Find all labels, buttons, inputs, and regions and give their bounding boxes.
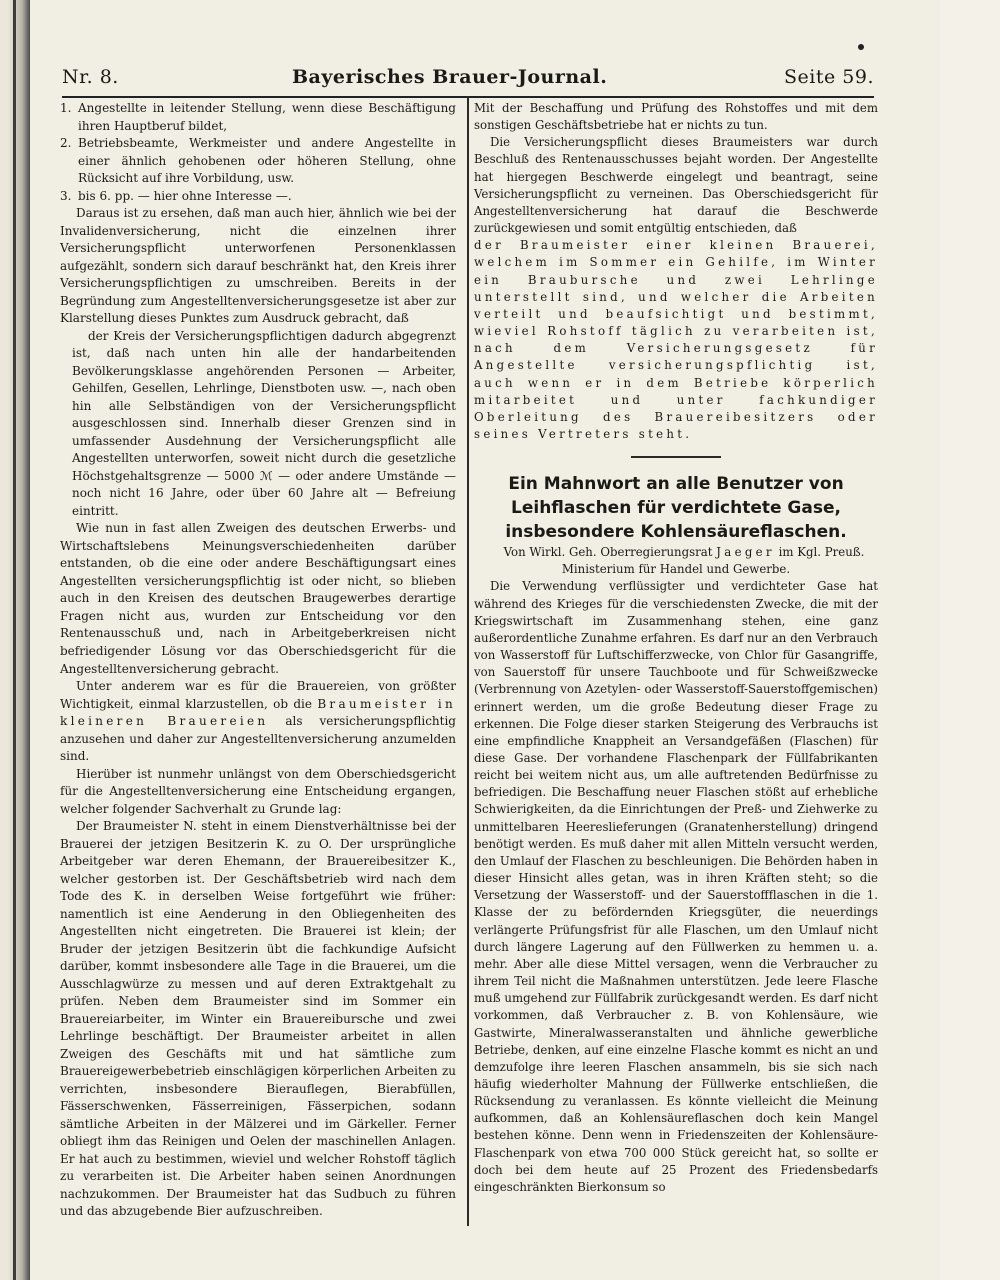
paragraph: Daraus ist zu ersehen, daß man auch hier, ähnlich wie bei der Invalidenversicherung, nicht die einzelnen ihrer Versicherungspflicht unterworfenen Personenklassen aufgezählt, sondern sich darauf beschränkt hat, den Kreis ihrer Versicherungspflichtigen zu umschreiben. Bereits in der Begründung zum Angestelltenversicherungsgesetze ist aber zur Klarstellung dieses Punktes zum Ausdruck gebracht, daß xyxy=(60,206,456,326)
journal-title: Bayerisches Brauer-Journal. xyxy=(292,66,608,88)
right-column xyxy=(474,100,878,1196)
employee-category-list xyxy=(60,100,456,205)
paragraph: Unter anderem war es für die Brauereien, von größter Wichtigkeit, einmal klarzustellen, ob die Braumeister in kleineren Brauereien als versicherungspflichtig anzusehen und daher zur Angestelltenversicherung anzumelden sind. xyxy=(60,679,456,764)
paragraph: Mit der Beschaffung und Prüfung des Rohstoffes und mit dem sonstigen Geschäftsbetriebe hat er nichts zu tun. xyxy=(474,101,878,133)
left-column xyxy=(60,100,456,1221)
right-margin xyxy=(940,0,1000,1280)
paragraph: Der Braumeister N. steht in einem Dienstverhältnisse bei der Brauerei der jetzigen Besitzerin K. zu O. Der ursprüngliche Arbeitgeber war deren Ehemann, der Brauereibesitzer K., welcher gestorben ist. Der Geschäftsbetrieb wird nach dem Tode des K. in derselben Weise fortgeführt wie früher: namentlich ist eine Aenderung in den Obliegenheiten des Angestellten nicht eingetreten. Die Brauerei ist klein; der Bruder der jetzigen Besitzerin übt die fachkundige Aufsicht darüber, kommt insbesondere alle Tage in die Brauerei, um die Ausschlagwürze zu messen und auf deren Extraktgehalt zu prüfen. Neben dem Braumeister sind im Sommer ein Brauereiarbeiter, im Winter ein Brauereibursche und zwei Lehrlinge beschäftigt. Der Braumeister arbeitet in allen Zweigen des Geschäfts mit und hat sämtliche zum Brauereigewerbebetrieb einschlägigen körperlichen Arbeiten zu verrichten, insbesondere Bierauflegen, Bierabfüllen, Fässerschwenken, Fässerreinigen, Fässerpichen, sodann sämtliche Arbeiten in der Mälzerei und im Gärkeller. Ferner obliegt ihm das Reinigen und Oelen der maschinellen Anlagen. Er hat auch zu bestimmen, wieviel und welcher Rohstoff täglich zu verarbeiten ist. Die Arbeiter haben seinen Anordnungen nachzukommen. Der Braumeister hat das Sudbuch zu führen und das abzugebende Bier aufzuschreiben. xyxy=(60,819,456,1219)
ink-dot xyxy=(858,44,864,50)
list-item: 1. Angestellte in leitender Stellung, wenn diese Beschäftigung ihren Hauptberuf bildet, xyxy=(60,101,456,133)
list-item: 2. Betriebsbeamte, Werkmeister und andere Angestellte in einer ähnlich gehobenen oder höheren Stellung, ohne Rücksicht auf ihre Vorbildung, usw. xyxy=(60,136,456,186)
binding-edge xyxy=(13,0,16,1280)
page-number: Seite 59. xyxy=(784,66,874,88)
decision-text: der Braumeister einer kleinen Brauerei, welchem im Sommer ein Gehilfe, im Winter ein Braubursche und zwei Lehrlinge unterstellt sind, und welcher die Arbeiten verteilt und beaufsichtigt und bestimmt, wieviel Rohstoff täglich zu verarbeiten ist, nach dem Versicherungsgesetz für Angestellte versicherungspflichtig ist, auch wenn er in dem Betriebe körperlich mitarbeitet und unter fachkundiger Oberleitung des Brauereibesitzers oder seines Vertreters steht. xyxy=(474,238,878,441)
author-name: Jaeger xyxy=(716,545,775,560)
column-divider xyxy=(467,96,469,1226)
quoted-passage: der Kreis der Versicherungspflichtigen dadurch abgegrenzt ist, daß nach unten hin alle der handarbeitenden Bevölkerungsklasse angehörenden Personen — Arbeiter, Gehilfen, Gesellen, Lehrlinge, Dienstboten usw. —, nach oben hin alle Selbständigen von der Versicherungspflicht ausgeschlossen sind. Innerhalb dieser Grenzen sind in umfassender Ausdehnung der Versicherungspflicht alle Angestellten unterworfen, soweit nicht durch die gesetzliche Höchstgehaltsgrenze — 5000 ℳ — oder andere Umstände — noch nicht 16 Jahre, oder über 60 Jahre alt — Befreiung eintritt. xyxy=(72,328,456,518)
paragraph: Wie nun in fast allen Zweigen des deutschen Erwerbs- und Wirtschaftslebens Meinungsverschiedenheiten darüber entstanden, ob die eine oder andere Beschäftigungsart eines Angestellten versicherungspflichtig ist oder nicht, so blieben auch in den Kreisen des deutschen Braugewerbes derartige Fragen nicht aus, wurden zur Entscheidung vor den Rentenausschuß und, nach in Arbeitgeberkreisen nicht befriedigender Lösung vor das Oberschiedsgericht für die Angestelltenversicherung gebracht. xyxy=(60,521,456,676)
section-rule xyxy=(631,456,721,458)
emphasized-text: Braumeister in kleineren Brauereien xyxy=(60,696,456,729)
page-header xyxy=(62,66,874,94)
paragraph: Die Versicherungspflicht dieses Braumeisters war durch Beschluß des Rentenausschusses bejaht worden. Der Angestellte hat hiergegen Beschwerde eingelegt und beantragt, seine Versicherungspflicht zu verneinen. Das Oberschiedsgericht für Angestelltenversicherung hat darauf die Beschwerde zurückgewiesen und somit entgültig entschieden, daß xyxy=(474,135,878,236)
list-item: 3. bis 6. pp. — hier ohne Interesse —. xyxy=(60,188,292,203)
paragraph: Die Verwendung verflüssigter und verdichteter Gase hat während des Krieges für die verschiedensten Zwecke, die mit der Kriegswirtschaft im Zusammenhang stehen, eine ganz außerordentliche Zunahme erfahren. Es darf nur an den Verbrauch von Wasserstoff für Luftschifferzwecke, von Chlor für Gasangriffe, von Sauerstoff für unsere Tauchboote und für Schweißzwecke (Verbrennung von Azetylen- oder Wasserstoff-Sauerstoffgemischen) erinnert werden, um die große Bedeutung dieser Frage zu erkennen. Die Folge dieser starken Steigerung des Verbrauchs ist eine empfindliche Knappheit an Versandgefäßen (Flaschen) für diese Gase. Der vorhandene Flaschenpark der Füllfabrikanten reicht bei weitem nicht aus, um alle auftretenden Bedürfnisse zu befriedigen. Die Beschaffung neuer Flaschen stößt auf erhebliche Schwierigkeiten, da die Einrichtungen der Preß- und Ziehwerke zu unmittelbaren Heereslieferungen (Granatenherstellung) dringend benötigt werden. Es muß daher mit allen Mitteln versucht werden, den Umlauf der Flaschen zu beschleunigen. Die Behörden haben in dieser Hinsicht alles getan, was in ihren Kräften steht; so die Versetzung der Wasserstoff- und der Sauerstoffflaschen in die 1. Klasse der zu befördernden Kriegsgüter, die neuerdings verlängerte Prüfungsfrist für alle Flaschen, um den Umlauf nicht durch längere Lagerung auf den Füllwerken zu hemmen u. a. mehr. Aber alle diese Mittel versagen, wenn die Verbraucher zu ihrem Teil nicht die Maßnahmen unterstützen. Jede leere Flasche muß umgehend zur Füllfabrik zurückgesandt werden. Es darf nicht vorkommen, daß Verbraucher z. B. von Kohlensäure, wie Gastwirte, Mineralwasseranstalten und ähnliche gewerbliche Betriebe, denken, auf eine einzelne Flasche kommt es nicht an und demzufolge ihre leeren Flaschen ansammeln, bis sie sich nach häufig wiederholter Mahnung der Füllwerke entschließen, die Rücksendung zu veranlassen. Es könnte vielleicht die Meinung aufkommen, daß an Kohlensäureflaschen doch kein Mangel bestehen könne. Denn wenn in Friedenszeiten der Kohlensäure-Flaschenpark von etwa 700 000 Stück gereicht hat, so sollte er doch bei dem heute auf 25 Prozent des Friedensbedarfs eingeschränkten Bierkonsum so xyxy=(474,579,878,1194)
article-title: Ein Mahnwort an alle Benutzer von Leihflaschen für verdichtete Gase, insbesondere Kohlensäureflaschen. xyxy=(505,474,847,543)
byline: Von Wirkl. Geh. Oberregierungsrat Jaeger im Kgl. Preuß. Ministerium für Handel und Gewerbe. xyxy=(503,545,865,577)
issue-number: Nr. 8. xyxy=(62,66,119,88)
paragraph: Hierüber ist nunmehr unlängst von dem Oberschiedsgericht für die Angestelltenversicherung eine Entscheidung ergangen, welcher folgender Sachverhalt zu Grunde lag: xyxy=(60,766,456,816)
